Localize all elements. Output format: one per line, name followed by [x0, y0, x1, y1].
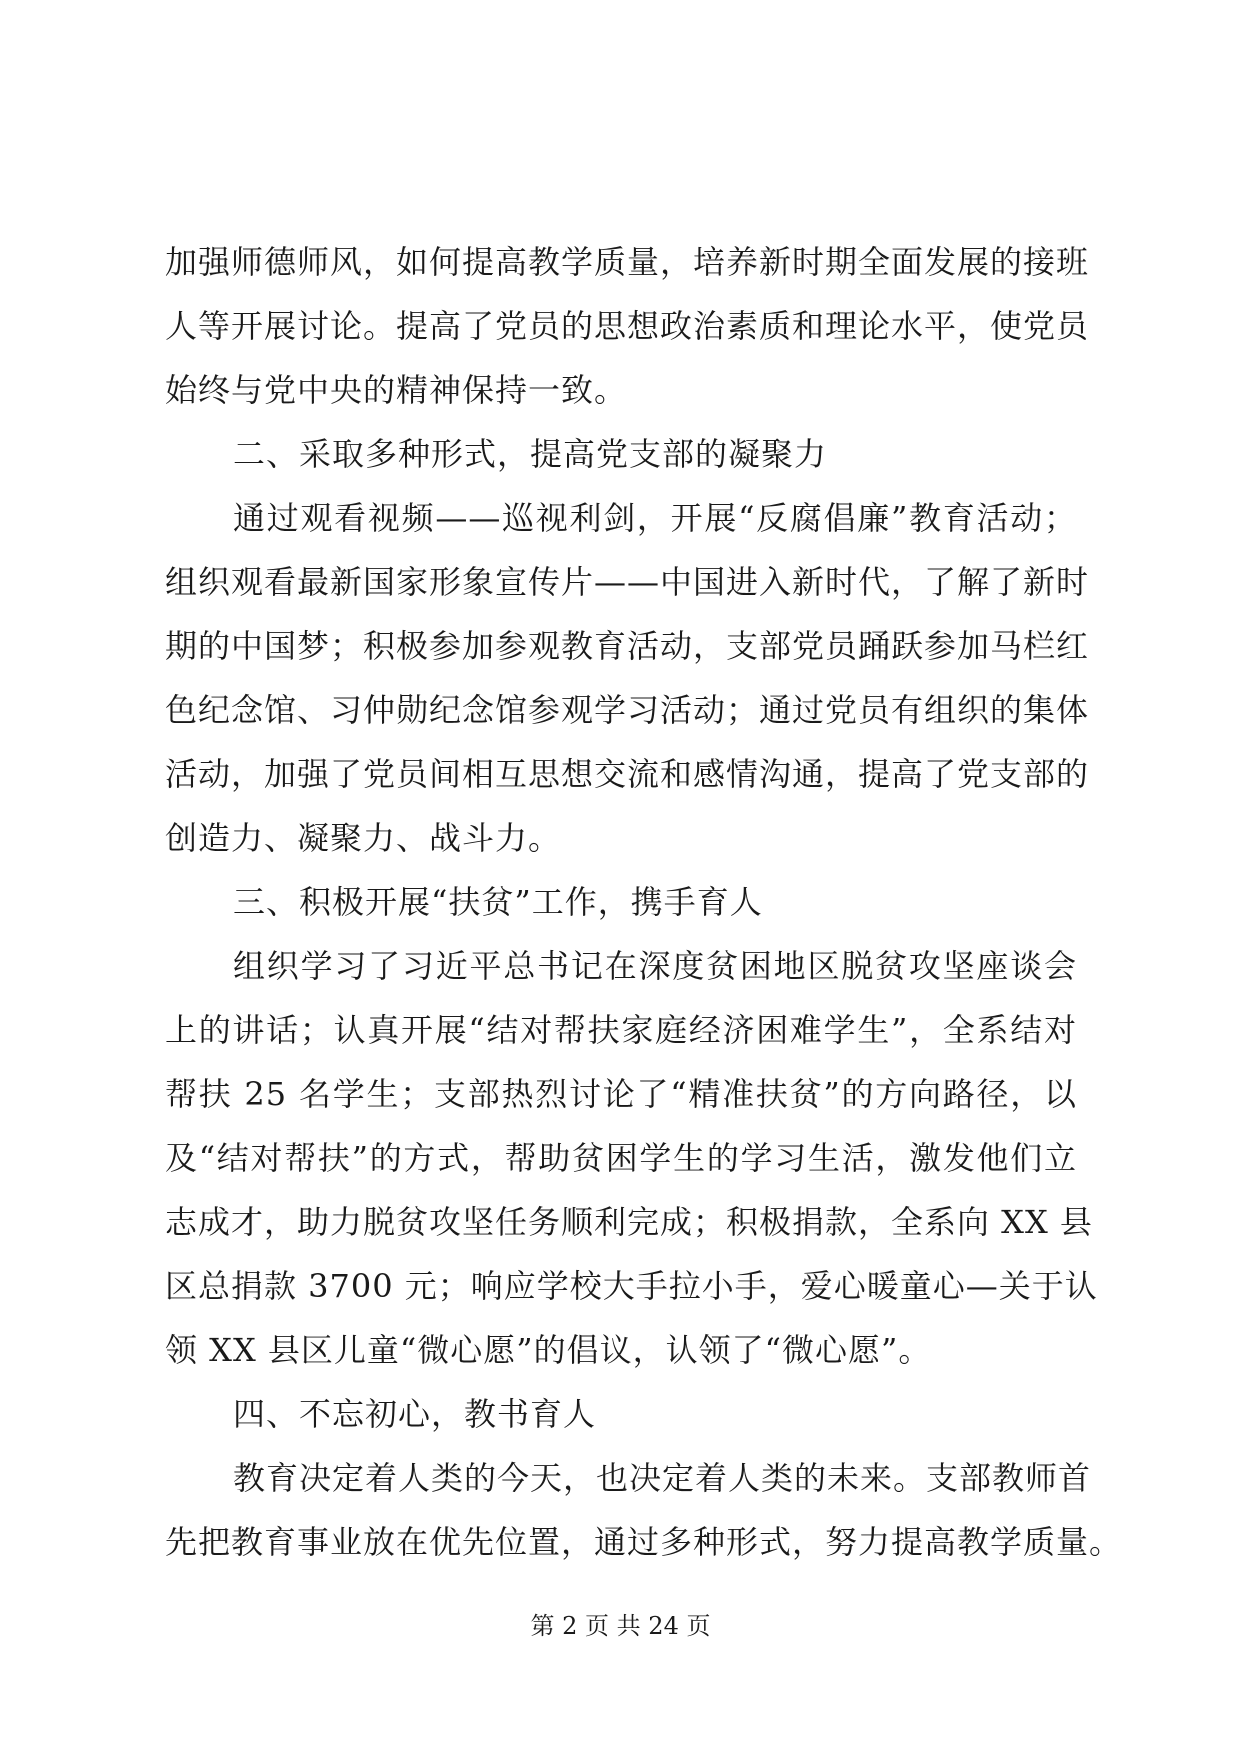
text-line: 组织观看最新国家形象宣传片——中国进入新时代，了解了新时: [165, 563, 1090, 601]
text-line: 四、不忘初心，教书育人: [233, 1395, 597, 1433]
text-line: 活动，加强了党员间相互思想交流和感情沟通，提高了党支部的: [165, 755, 1090, 793]
text-line: 区总捐款 3700 元；响应学校大手拉小手，爱心暖童心—关于认: [165, 1267, 1098, 1305]
text-line: 创造力、凝聚力、战斗力。: [165, 819, 562, 857]
text-line: 色纪念馆、习仲勋纪念馆参观学习活动；通过党员有组织的集体: [165, 691, 1090, 729]
document-body: [165, 230, 1123, 1574]
page-footer: 第 2 页 共 24 页: [530, 1612, 711, 1640]
text-line: 教育决定着人类的今天，也决定着人类的未来。支部教师首: [233, 1459, 1092, 1497]
text-line: 上的讲话；认真开展“结对帮扶家庭经济困难学生”，全系结对: [165, 1011, 1077, 1049]
text-line: 期的中国梦；积极参加参观教育活动，支部党员踊跃参加马栏红: [165, 627, 1090, 665]
text-line: 二、采取多种形式，提高党支部的凝聚力: [233, 435, 828, 473]
text-line: 通过观看视频——巡视利剑，开展“反腐倡廉”教育活动；: [233, 499, 1077, 537]
text-line: 组织学习了习近平总书记在深度贫困地区脱贫攻坚座谈会: [233, 947, 1077, 985]
text-line: 三、积极开展“扶贫”工作，携手育人: [233, 883, 763, 921]
text-line: 加强师德师风，如何提高教学质量，培养新时期全面发展的接班: [165, 243, 1090, 281]
text-line: 人等开展讨论。提高了党员的思想政治素质和理论水平，使党员: [165, 307, 1090, 345]
text-line: 志成才，助力脱贫攻坚任务顺利完成；积极捐款，全系向 XX 县: [165, 1203, 1093, 1241]
text-line: 帮扶 25 名学生；支部热烈讨论了“精准扶贫”的方向路径，以: [165, 1075, 1077, 1113]
text-line: 先把教育事业放在优先位置，通过多种形式，努力提高教学质量。: [165, 1523, 1123, 1561]
text-line: 及“结对帮扶”的方式，帮助贫困学生的学习生活，激发他们立: [165, 1139, 1077, 1177]
text-line: 领 XX 县区儿童“微心愿”的倡议，认领了“微心愿”。: [165, 1331, 932, 1369]
text-line: 始终与党中央的精神保持一致。: [165, 371, 628, 409]
